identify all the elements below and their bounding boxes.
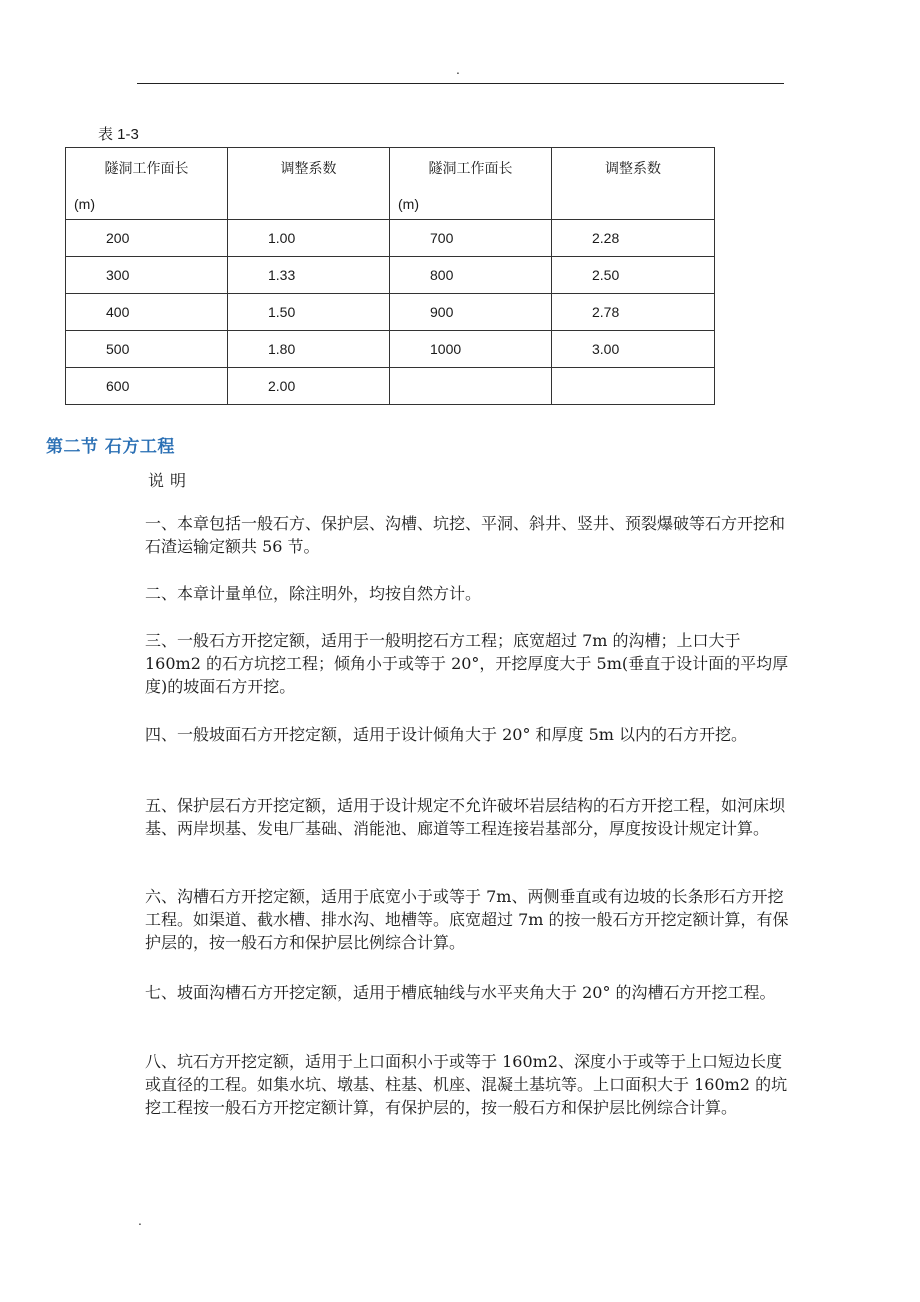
table-row — [66, 331, 715, 368]
table-caption: 表 1-3 — [98, 126, 139, 143]
table-cell: 2.00 — [228, 368, 390, 405]
column-header-label: 隧洞工作面长 — [428, 161, 513, 177]
table-cell — [552, 368, 715, 405]
paragraph-1: 一、本章包括一般石方、保护层、沟槽、坑挖、平洞、斜井、竖井、预裂爆破等石方开挖和石渣运输定额共 56 节。 — [145, 514, 786, 556]
table-row — [66, 220, 715, 257]
column-header-label: 调整系数 — [280, 161, 337, 177]
column-header-label: 隧洞工作面长 — [104, 161, 189, 177]
table-cell: 700 — [390, 220, 552, 257]
table-cell: 3.00 — [552, 331, 715, 368]
coefficient-table — [65, 147, 715, 405]
section-title: 第二节 石方工程 — [46, 437, 175, 457]
table-cell: 400 — [66, 294, 228, 331]
table-cell: 1.80 — [228, 331, 390, 368]
table-cell: 1.33 — [228, 257, 390, 294]
table-cell: 500 — [66, 331, 228, 368]
table-header-cell — [552, 148, 715, 220]
paragraph-3: 三、一般石方开挖定额，适用于一般明挖石方工程；底宽超过 7m 的沟槽；上口大于 160m2 的石方坑挖工程；倾角小于或等于 20°，开挖厚度大于 5m(垂直于设计面的平均厚度)的坡面石方开挖。 — [145, 631, 789, 696]
table-cell: 1000 — [390, 331, 552, 368]
table-header-cell — [228, 148, 390, 220]
table-cell: 1.00 — [228, 220, 390, 257]
table-cell: 900 — [390, 294, 552, 331]
column-header-label: 调整系数 — [605, 161, 661, 177]
table-cell: 2.78 — [552, 294, 715, 331]
paragraph-8: 八、坑石方开挖定额，适用于上口面积小于或等于 160m2、深度小于或等于上口短边长度或直径的工程。如集水坑、墩基、柱基、机座、混凝土基坑等。上口面积大于 160m2 的坑挖工程按一般石方开挖定额计算，有保护层的，按一般石方和保护层比例综合计算。 — [145, 1052, 788, 1117]
table-header-cell — [66, 148, 228, 220]
header-rule — [137, 83, 784, 84]
table-row — [66, 294, 715, 331]
paragraph-4: 四、一般坡面石方开挖定额，适用于设计倾角大于 20° 和厚度 5m 以内的石方开挖。 — [145, 725, 748, 744]
paragraph-2: 二、本章计量单位，除注明外，均按自然方计。 — [145, 584, 482, 603]
table-cell: 800 — [390, 257, 552, 294]
column-header-unit: (m) — [74, 196, 95, 212]
paragraph-7: 七、坡面沟槽石方开挖定额，适用于槽底轴线与水平夹角大于 20° 的沟槽石方开挖工程。 — [145, 983, 776, 1002]
column-header-unit: (m) — [398, 196, 419, 212]
header-dot: . — [456, 61, 460, 77]
table-header-row — [66, 148, 715, 220]
footer-dot: . — [138, 1212, 142, 1228]
paragraph-6: 六、沟槽石方开挖定额，适用于底宽小于或等于 7m、两侧垂直或有边坡的长条形石方开挖工程。如渠道、截水槽、排水沟、地槽等。底宽超过 7m 的按一般石方开挖定额计算，有保护层的，按一般石方和保护层比例综合计算。 — [145, 887, 789, 952]
paragraph-5: 五、保护层石方开挖定额，适用于设计规定不允许破坏岩层结构的石方开挖工程，如河床坝基、两岸坝基、发电厂基础、消能池、廊道等工程连接岩基部分，厚度按设计规定计算。 — [145, 796, 786, 838]
table-row — [66, 257, 715, 294]
table-cell: 2.28 — [552, 220, 715, 257]
table-row — [66, 368, 715, 405]
table-cell: 200 — [66, 220, 228, 257]
table-cell — [390, 368, 552, 405]
table-header-cell — [390, 148, 552, 220]
table-cell: 2.50 — [552, 257, 715, 294]
table-cell: 1.50 — [228, 294, 390, 331]
explanation-heading: 说明 — [148, 471, 193, 490]
table-cell: 600 — [66, 368, 228, 405]
table-cell: 300 — [66, 257, 228, 294]
